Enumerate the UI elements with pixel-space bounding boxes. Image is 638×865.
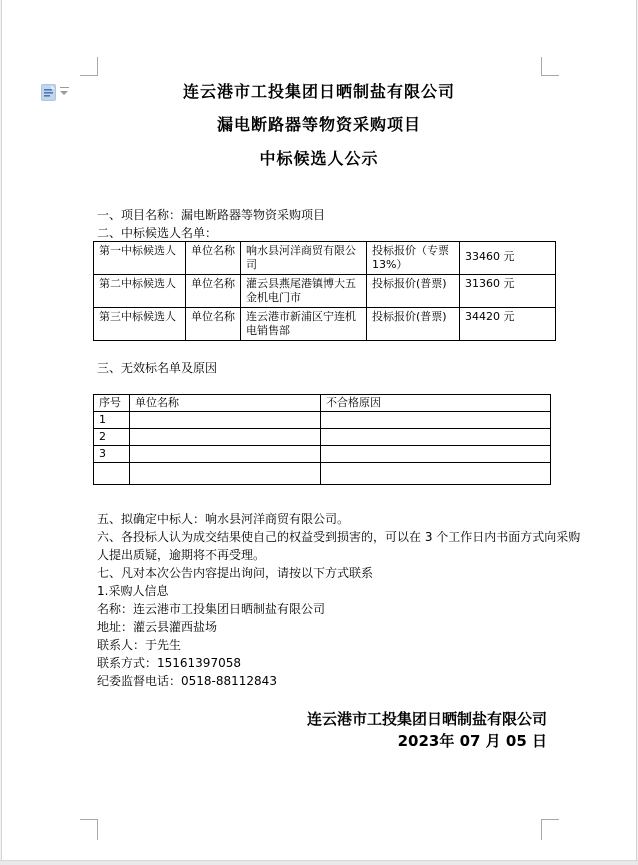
- bid-price-label: 投标报价(普票): [367, 308, 460, 341]
- signature-date: 2023年 07 月 05 日: [397, 732, 547, 750]
- invalid-row-3: [94, 446, 551, 463]
- candidate-row-1: [94, 242, 556, 275]
- invalid-table-header-row: [94, 395, 551, 412]
- paragraph-proposed-winner: 五、拟确定中标人：响水县河洋商贸有限公司。: [97, 512, 350, 526]
- document-page[interactable]: [2, 0, 636, 860]
- invalid-row-4: [94, 463, 551, 485]
- candidate-rank: 第一中标候选人: [94, 242, 186, 275]
- bid-price-label: 投标报价(普票): [367, 275, 460, 308]
- unit-name-label: 单位名称: [186, 242, 241, 275]
- contact-person: 联系人：于先生: [97, 638, 182, 652]
- candidate-company: 连云港市新浦区宁连机电销售部: [241, 308, 367, 341]
- unit-cell: [130, 463, 321, 485]
- paragraph-project-name: 一、项目名称：漏电断路器等物资采购项目: [97, 208, 326, 222]
- candidate-rank: 第二中标候选人: [94, 275, 186, 308]
- invalid-row-1: [94, 412, 551, 429]
- seq-cell: [94, 463, 130, 485]
- paragraph-objection-line-2: 人提出质疑，逾期将不再受理。: [97, 548, 266, 562]
- supervision-phone: 纪委监督电话：0518-88112843: [97, 674, 277, 688]
- paragraph-candidate-list-heading: 二、中标候选人名单：: [97, 226, 218, 240]
- candidate-row-3: [94, 308, 556, 341]
- candidate-table: [93, 241, 556, 341]
- column-header-unit: 单位名称: [130, 395, 321, 412]
- candidate-company: 响水县河洋商贸有限公司: [241, 242, 367, 275]
- reason-cell: [321, 429, 551, 446]
- column-header-reason: 不合格原因: [321, 395, 551, 412]
- contact-name: 名称：连云港市工投集团日晒制盐有限公司: [97, 602, 326, 616]
- paragraph-objection-line-1: 六、各投标人认为成交结果使自己的权益受到损害的，可以在 3 个工作日内书面方式向采购: [97, 530, 581, 544]
- margin-crop-mark-bottom-left: [80, 819, 98, 840]
- page-edge-bottom-band: [0, 860, 638, 865]
- reason-cell: [321, 446, 551, 463]
- contact-phone: 联系方式：15161397058: [97, 656, 241, 670]
- bid-price-value: 34420 元: [460, 308, 556, 341]
- paragraph-purchaser-info-heading: 1.采购人信息: [97, 584, 169, 598]
- signature-block: [307, 708, 547, 752]
- unit-name-label: 单位名称: [186, 275, 241, 308]
- paragraph-inquiry-contact: 七、凡对本次公告内容提出询问，请按以下方式联系: [97, 566, 374, 580]
- column-header-seq: 序号: [94, 395, 130, 412]
- section-invalid-bids-heading: 三、无效标名单及原因: [97, 361, 218, 375]
- seq-cell: 1: [94, 412, 130, 429]
- candidate-company: 灌云县燕尾港镇博大五金机电门市: [241, 275, 367, 308]
- signature-company: 连云港市工投集团日晒制盐有限公司: [306, 710, 547, 728]
- unit-name-label: 单位名称: [186, 308, 241, 341]
- unit-cell: [130, 412, 321, 429]
- document-title-line-2: 漏电断路器等物资采购项目: [216, 115, 421, 134]
- unit-cell: [130, 446, 321, 463]
- candidate-row-2: [94, 275, 556, 308]
- bid-price-label: 投标报价（专票13%）: [367, 242, 460, 275]
- seq-cell: 3: [94, 446, 130, 463]
- candidate-rank: 第三中标候选人: [94, 308, 186, 341]
- document-title-line-1: 连云港市工投集团日晒制盐有限公司: [182, 82, 455, 101]
- contact-address: 地址：灌云县灌西盐场: [97, 620, 218, 634]
- seq-cell: 2: [94, 429, 130, 446]
- invalid-row-2: [94, 429, 551, 446]
- document-title-line-3: 中标候选人公示: [259, 149, 379, 168]
- invalid-bids-table: [93, 394, 551, 485]
- bid-price-value: 33460 元: [460, 242, 556, 275]
- margin-crop-mark-top-left: [80, 57, 98, 76]
- bid-price-value: 31360 元: [460, 275, 556, 308]
- margin-crop-mark-top-right: [541, 57, 559, 76]
- unit-cell: [130, 429, 321, 446]
- reason-cell: [321, 463, 551, 485]
- margin-crop-mark-bottom-right: [541, 819, 559, 840]
- reason-cell: [321, 412, 551, 429]
